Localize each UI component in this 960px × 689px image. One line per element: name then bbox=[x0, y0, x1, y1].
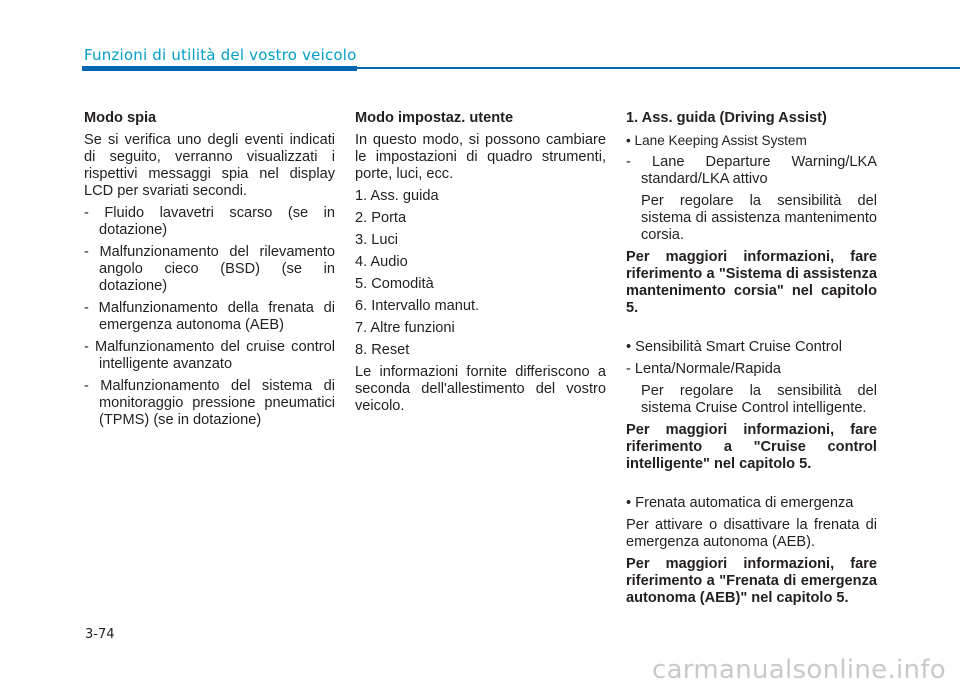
list-item: - Fluido lavavetri scarso (se in dotazione) bbox=[84, 205, 335, 238]
list-item: 8. Reset bbox=[355, 342, 410, 358]
column-driving-assist bbox=[626, 110, 877, 612]
option-cruise-speed: - Lenta/Normale/Rapida bbox=[626, 361, 781, 377]
paragraph-intro: Se si verifica uno degli eventi indicati di seguito, verranno visualizzati i rispettivi messaggi spia nel display LCD per svariati secondi. bbox=[84, 132, 335, 199]
list-item: 6. Intervallo manut. bbox=[355, 298, 480, 314]
list-item: 3. Luci bbox=[355, 232, 398, 248]
section-title: Funzioni di utilità del vostro veicolo bbox=[84, 46, 357, 64]
list-item: - Malfunzionamento del sistema di monitoraggio pressione pneumatici (TPMS) (se in dotazione) bbox=[84, 378, 335, 428]
list-item: 2. Porta bbox=[355, 210, 407, 226]
list-item: 4. Audio bbox=[355, 254, 408, 270]
list-item: 7. Altre funzioni bbox=[355, 320, 455, 336]
paragraph-cruise-desc: Per regolare la sensibilità del sistema Cruise Control intelligente. bbox=[641, 383, 877, 416]
page-number: 3-74 bbox=[85, 627, 115, 642]
heading-user-settings: Modo impostaz. utente bbox=[355, 110, 514, 126]
paragraph-intro: In questo modo, si possono cambiare le impostazioni di quadro strumenti, porte, luci, ecc. bbox=[355, 132, 606, 182]
bullet-lane-keeping: • Lane Keeping Assist System bbox=[626, 133, 807, 148]
header-rule bbox=[357, 67, 960, 69]
paragraph-outro: Le informazioni fornite differiscono a seconda dell'allestimento del vostro veicolo. bbox=[355, 364, 606, 414]
list-item: 5. Comodità bbox=[355, 276, 434, 292]
list-item: - Malfunzionamento del rilevamento angolo cieco (BSD) (se in dotazione) bbox=[84, 244, 335, 294]
watermark: carmanualsonline.info bbox=[651, 655, 946, 685]
reference-lane-keeping: Per maggiori informazioni, fare riferimento a "Sistema di assistenza mantenimento corsia" nel capitolo 5. bbox=[626, 249, 877, 316]
column-warning-mode bbox=[84, 110, 335, 434]
paragraph-lane-keeping-desc: Per regolare la sensibilità del sistema di assistenza mantenimento corsia. bbox=[641, 193, 877, 243]
list-item: - Malfunzionamento del cruise control intelligente avanzato bbox=[84, 339, 335, 372]
option-lane-departure: - Lane Departure Warning/LKA standard/LKA attivo bbox=[626, 154, 877, 187]
paragraph-braking-desc: Per attivare o disattivare la frenata di emergenza autonoma (AEB). bbox=[626, 517, 877, 550]
list-item: - Malfunzionamento della frenata di emergenza autonoma (AEB) bbox=[84, 300, 335, 333]
reference-cruise: Per maggiori informazioni, fare riferimento a "Cruise control intelligente" nel capitolo 5. bbox=[626, 422, 877, 472]
column-user-settings bbox=[355, 110, 606, 420]
reference-braking: Per maggiori informazioni, fare riferimento a "Frenata di emergenza autonoma (AEB)" nel capitolo 5. bbox=[626, 556, 877, 606]
list-item: 1. Ass. guida bbox=[355, 188, 439, 204]
bullet-smart-cruise: • Sensibilità Smart Cruise Control bbox=[626, 339, 842, 355]
heading-warning-mode: Modo spia bbox=[84, 110, 157, 126]
bullet-emergency-braking: • Frenata automatica di emergenza bbox=[626, 495, 854, 511]
header-accent-bar bbox=[82, 66, 357, 71]
heading-driving-assist: 1. Ass. guida (Driving Assist) bbox=[626, 110, 827, 126]
